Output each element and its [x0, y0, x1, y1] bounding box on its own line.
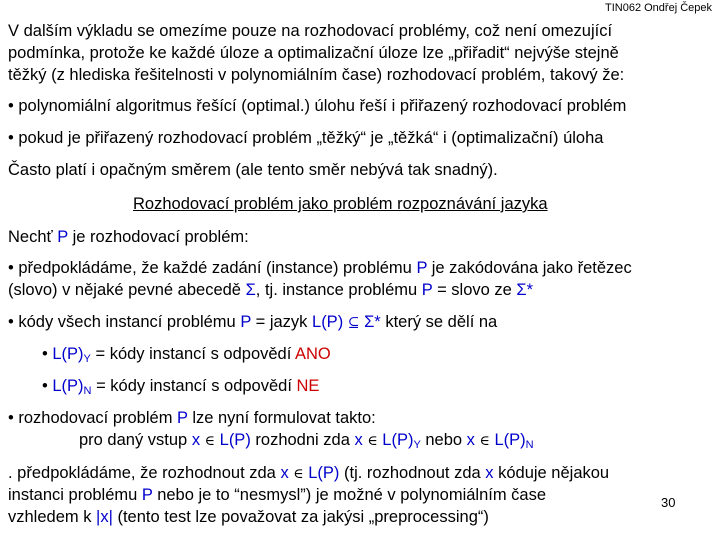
- problem-p: P: [240, 313, 252, 331]
- language-lp: L(P): [308, 464, 340, 482]
- final-text: . předpokládáme, že rozhodnout zda: [8, 464, 281, 482]
- element-of-symbol: ∈: [204, 433, 216, 449]
- subset-symbol: ⊆: [347, 315, 360, 331]
- var-x: x: [191, 431, 201, 449]
- intro-line-2: podmínka, protože ke každé úloze a optimalizační úloze lze „přiřadit“ nejvýše stejně: [8, 44, 619, 62]
- intro-line-3: těžký (z hlediska řešitelnosti v polynomiálním čase) rozhodovací problém, takový že:: [8, 66, 625, 84]
- formulate-text: nebo: [420, 431, 467, 449]
- final-text: (tj. rozhodnout zda: [339, 464, 486, 482]
- let-prefix: Nechť: [8, 228, 58, 246]
- formulate-line-2: [79, 429, 534, 452]
- subscript-n: N: [83, 385, 92, 397]
- sigma-star-symbol: Σ*: [364, 313, 381, 331]
- element-of-symbol: ∈: [293, 466, 304, 482]
- final-text: vzhledem k: [8, 508, 97, 526]
- language-lp: L(P): [312, 313, 344, 331]
- lp-yes-line: [42, 343, 331, 365]
- problem-p: P: [421, 281, 433, 299]
- assume-line-2: [8, 279, 533, 301]
- codes-text: který se dělí na: [380, 313, 498, 331]
- sigma-symbol: Σ: [245, 281, 256, 299]
- final-line-2: [8, 484, 546, 506]
- codes-line: [8, 311, 497, 334]
- assume-text: (slovo) v nějaké pevné abecedě: [8, 281, 246, 299]
- var-x: x: [485, 464, 494, 482]
- formulate-text: lze nyní formulovat takto:: [187, 409, 376, 427]
- bullet: •: [42, 377, 53, 395]
- var-x: x: [466, 431, 475, 449]
- assume-line-1: [8, 257, 632, 279]
- often-statement: Často platí i opačným směrem (ale tento směr nebývá tak snadný).: [8, 161, 498, 179]
- bullet-polynomial-algorithm: • polynomiální algoritmus řešící (optimal.) úlohu řeší i přiřazený rozhodovací problém: [8, 97, 627, 115]
- abs-x: |x|: [96, 508, 113, 526]
- language-lp: L(P): [52, 377, 84, 395]
- subscript-y: Y: [413, 439, 421, 451]
- sigma-star-symbol: Σ*: [516, 281, 534, 299]
- lp-no-line: [42, 375, 319, 397]
- answer-no: NE: [296, 377, 320, 395]
- assume-text: = slovo ze: [432, 281, 517, 299]
- assume-text: • předpokládáme, že každé zadání (instance) problému: [8, 259, 417, 277]
- section-title: Rozhodovací problém jako problém rozpoznávání jazyka: [133, 195, 548, 213]
- assume-text: , tj. instance problému: [255, 281, 422, 299]
- formulate-text: pro daný vstup: [79, 431, 192, 449]
- language-lp: L(P): [494, 431, 526, 449]
- assume-text: je zakódována jako řetězec: [427, 259, 632, 277]
- answer-yes: ANO: [294, 345, 331, 363]
- problem-p: P: [141, 486, 153, 504]
- subscript-n: N: [525, 439, 534, 451]
- problem-p: P: [177, 409, 188, 427]
- intro-line-1: V dalším výkladu se omezíme pouze na rozhodovací problémy, což není omezující: [8, 22, 613, 40]
- let-suffix: je rozhodovací problém:: [68, 228, 249, 246]
- language-lp: L(P): [382, 431, 414, 449]
- formulate-text: • rozhodovací problém: [8, 409, 178, 427]
- final-line-1: [8, 462, 609, 485]
- problem-p: P: [57, 228, 69, 246]
- codes-text: = jazyk: [251, 313, 313, 331]
- page-number: 30: [661, 495, 676, 510]
- bullet-hard-problem: • pokud je přiřazený rozhodovací problém „těžký“ je „těžká“ i (optimalizační) úloha: [8, 129, 604, 147]
- language-lp: L(P): [52, 345, 84, 363]
- slide-header: TIN062 Ondřej Čepek: [605, 2, 712, 14]
- codes-text: • kódy všech instancí problému: [8, 313, 241, 331]
- element-of-symbol: ∈: [479, 433, 490, 449]
- let-line: [8, 226, 249, 248]
- formulate-line-1: [8, 407, 376, 429]
- bullet: •: [42, 345, 53, 363]
- final-text: (tento test lze považovat za jakýsi „preprocessing“): [112, 508, 489, 526]
- final-text: nebo je to “nesmysl”) je možné v polynomiálním čase: [152, 486, 547, 504]
- var-x: x: [354, 431, 363, 449]
- formulate-text: rozhodni zda: [250, 431, 355, 449]
- problem-p: P: [416, 259, 428, 277]
- language-lp: L(P): [219, 431, 251, 449]
- final-text: instanci problému: [8, 486, 142, 504]
- final-text: kóduje nějakou: [493, 464, 610, 482]
- element-of-symbol: ∈: [367, 433, 378, 449]
- lp-no-text: = kódy instancí s odpovědí: [91, 377, 297, 395]
- subscript-y: Y: [83, 353, 91, 365]
- var-x: x: [280, 464, 289, 482]
- final-line-3: [8, 506, 489, 528]
- lp-yes-text: = kódy instancí s odpovědí: [90, 345, 295, 363]
